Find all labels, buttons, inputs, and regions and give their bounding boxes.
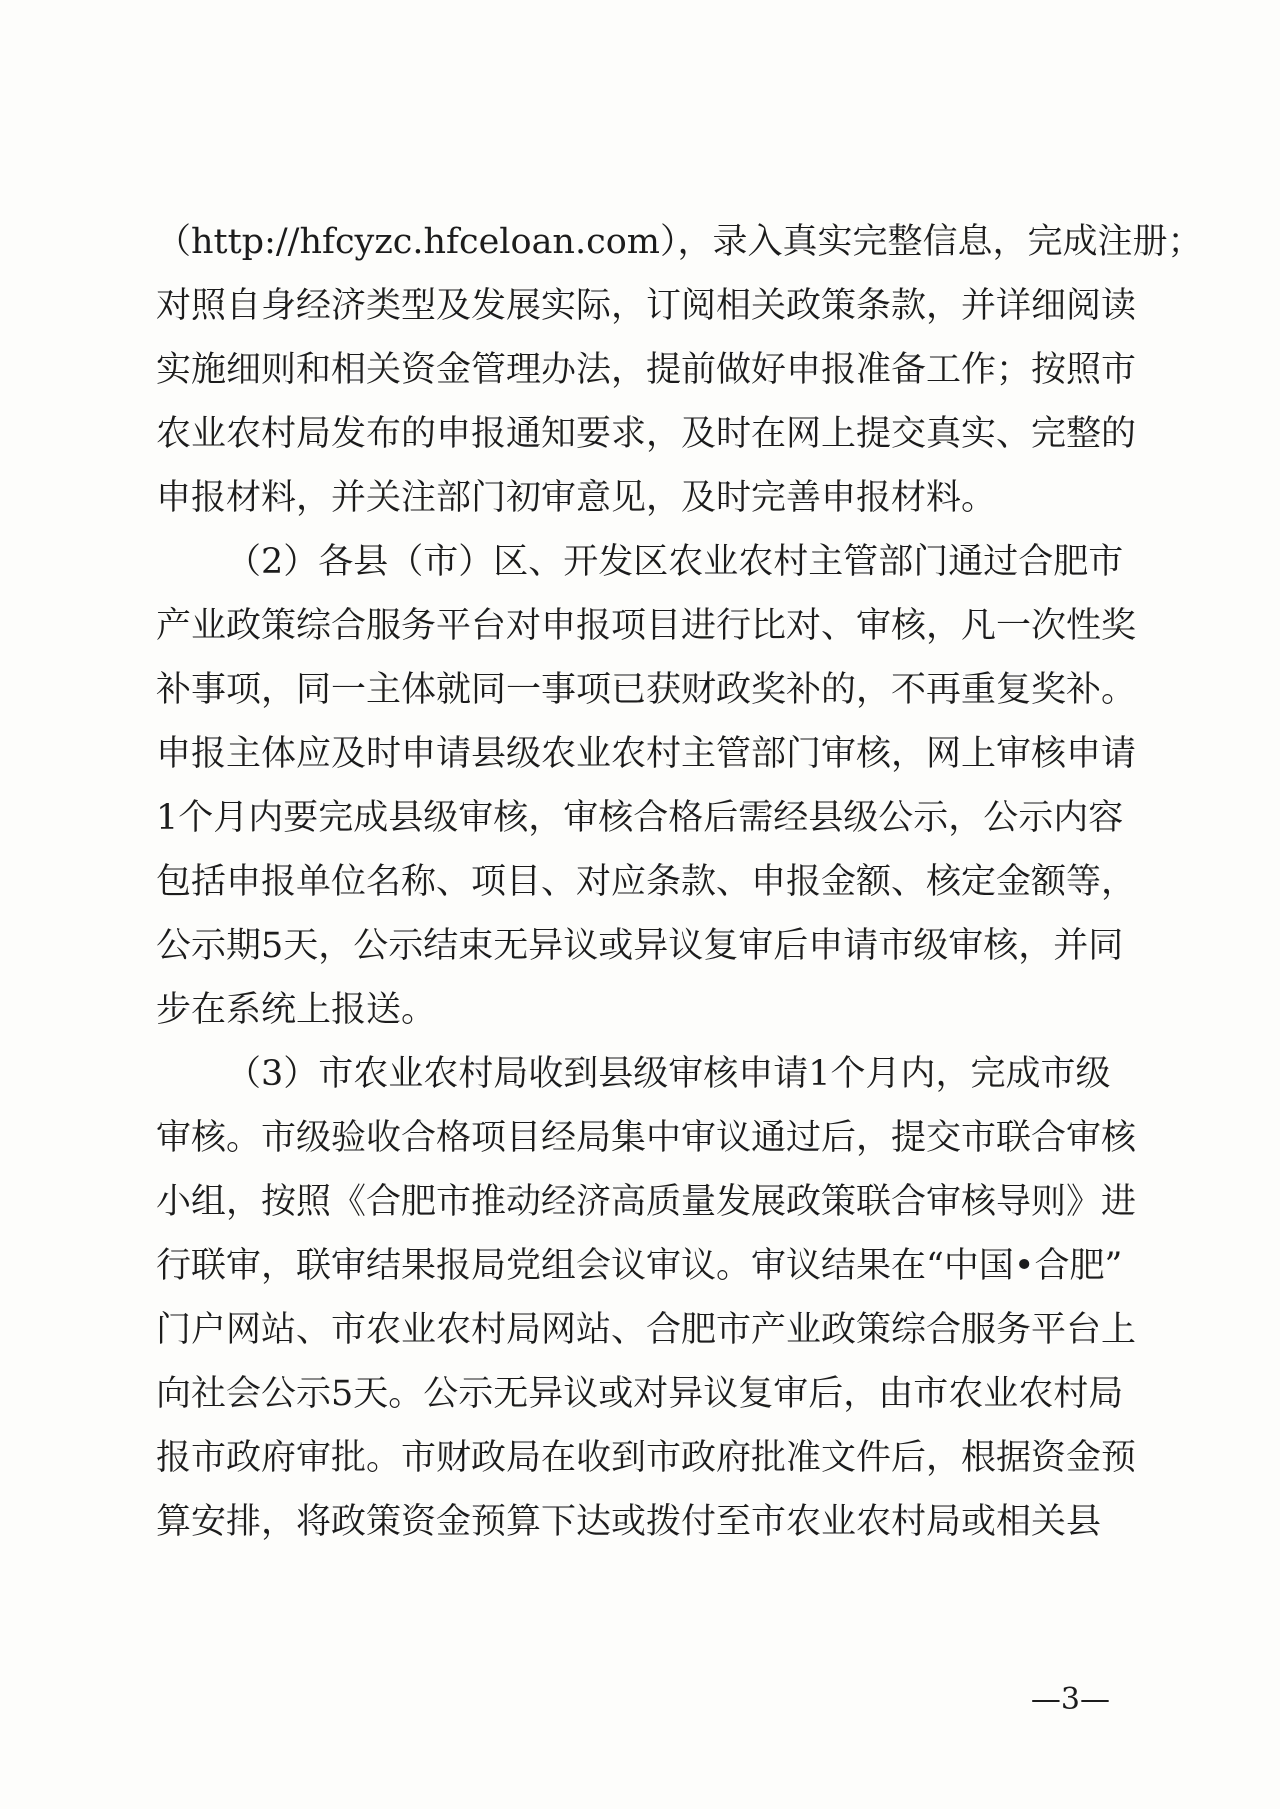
text-line: 行联审，联审结果报局党组会议审议。审议结果在“中国•合肥”	[156, 1246, 1123, 1286]
text-line: 申报主体应及时申请县级农业农村主管部门审核，网上审核申请	[156, 734, 1137, 774]
text-line: 公示期5天，公示结束无异议或异议复审后申请市级审核，并同	[156, 926, 1124, 966]
text-line: （3）市农业农村局收到县级审核申请1个月内，完成市级	[226, 1054, 1111, 1094]
page-number: —3—	[1030, 1682, 1110, 1717]
text-line: 门户网站、市农业农村局网站、合肥市产业政策综合服务平台上	[156, 1310, 1137, 1350]
text-line: 对照自身经济类型及发展实际，订阅相关政策条款，并详细阅读	[156, 286, 1137, 326]
paragraph	[156, 530, 1137, 1042]
text-line: 向社会公示5天。公示无异议或对异议复审后，由市农业农村局	[156, 1374, 1124, 1414]
text-line: 包括申报单位名称、项目、对应条款、申报金额、核定金额等，	[156, 862, 1137, 902]
body-text	[156, 210, 1203, 1554]
paragraph	[156, 210, 1203, 530]
text-line: 申报材料，并关注部门初审意见，及时完善申报材料。	[156, 478, 997, 518]
text-line: （2）各县（市）区、开发区农业农村主管部门通过合肥市	[226, 542, 1124, 582]
paragraph	[156, 1042, 1137, 1554]
text-line: 农业农村局发布的申报通知要求，及时在网上提交真实、完整的	[156, 414, 1137, 454]
text-line: 实施细则和相关资金管理办法，提前做好申报准备工作；按照市	[156, 350, 1137, 390]
text-line: 小组，按照《合肥市推动经济高质量发展政策联合审核导则》进	[156, 1182, 1137, 1222]
text-line: 补事项，同一主体就同一事项已获财政奖补的，不再重复奖补。	[156, 670, 1137, 710]
text-line: 产业政策综合服务平台对申报项目进行比对、审核，凡一次性奖	[156, 606, 1137, 646]
text-line: （http://hfcyzc.hfceloan.com），录入真实完整信息，完成注册；	[156, 222, 1203, 262]
text-line: 审核。市级验收合格项目经局集中审议通过后，提交市联合审核	[156, 1118, 1137, 1158]
text-line: 算安排，将政策资金预算下达或拨付至市农业农村局或相关县	[156, 1502, 1102, 1542]
text-line: 步在系统上报送。	[156, 990, 437, 1030]
text-line: 报市政府审批。市财政局在收到市政府批准文件后，根据资金预	[156, 1438, 1137, 1478]
text-line: 1个月内要完成县级审核，审核合格后需经县级公示，公示内容	[156, 798, 1124, 838]
